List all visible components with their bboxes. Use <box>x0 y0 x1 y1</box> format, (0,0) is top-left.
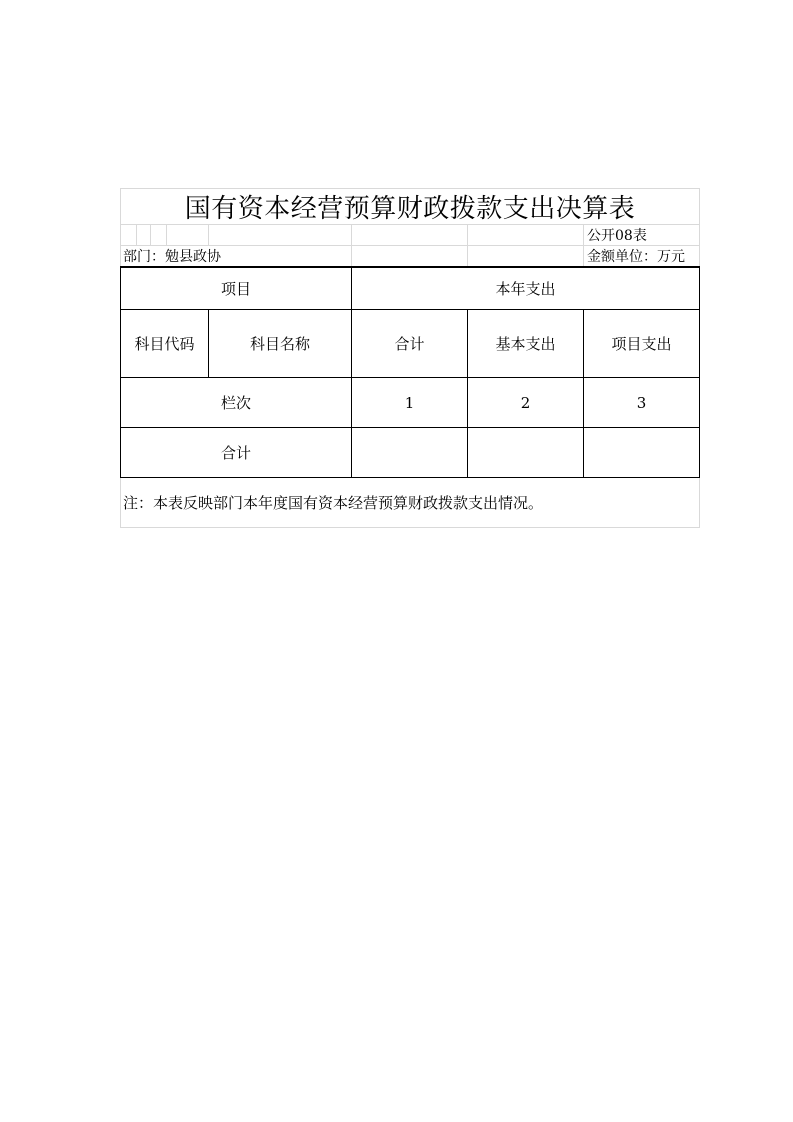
header-project: 项目 <box>220 280 251 298</box>
row-index-label: 栏次 <box>220 394 251 412</box>
column-subject-name: 科目名称 <box>249 335 310 353</box>
row-index-2: 2 <box>520 393 531 412</box>
total-row-label: 合计 <box>220 444 251 462</box>
department-label: 部门：勉县政协 <box>123 249 221 265</box>
gridline <box>208 224 209 245</box>
column-subject-code: 科目代码 <box>134 335 195 353</box>
row-index-1: 1 <box>404 393 415 412</box>
form-code: 公开08表 <box>587 228 647 244</box>
total-value <box>352 428 467 477</box>
column-project-expenditure: 项目支出 <box>611 335 672 353</box>
gridline <box>120 527 700 528</box>
column-total: 合计 <box>394 335 425 353</box>
unit-label: 金额单位：万元 <box>587 249 685 265</box>
total-value <box>468 428 583 477</box>
gridline <box>136 224 137 245</box>
row-index-3: 3 <box>636 393 647 412</box>
gridline <box>150 224 151 245</box>
gridline <box>120 245 700 246</box>
budget-sheet <box>120 188 700 528</box>
column-basic-expenditure: 基本支出 <box>495 335 556 353</box>
table-border <box>699 266 700 478</box>
table-border <box>120 477 700 478</box>
gridline <box>351 224 352 267</box>
footnote: 注：本表反映部门本年度国有资本经营预算财政拨款支出情况。 <box>123 494 544 512</box>
gridline <box>467 224 468 267</box>
total-value <box>584 428 699 477</box>
header-current-year-expenditure: 本年支出 <box>495 280 556 298</box>
gridline <box>583 224 584 267</box>
page-title: 国有资本经营预算财政拨款支出决算表 <box>184 193 636 224</box>
gridline <box>166 224 167 245</box>
